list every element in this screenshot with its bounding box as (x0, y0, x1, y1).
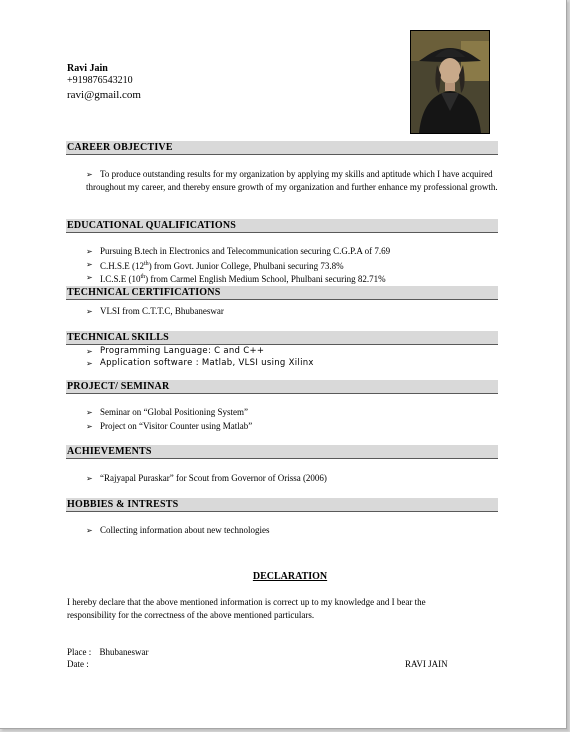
section-certifications: TECHNICAL CERTIFICATIONS (66, 286, 498, 300)
arrow-bullet-icon: ➢ (86, 170, 93, 179)
place-line (67, 647, 149, 657)
section-career-objective: CAREER OBJECTIVE (66, 141, 498, 155)
career-objective-item (86, 168, 498, 194)
profile-photo (410, 30, 490, 134)
place-label: Place : (67, 647, 92, 657)
arrow-bullet-icon: ➢ (86, 260, 93, 269)
arrow-bullet-icon: ➢ (86, 273, 93, 282)
candidate-name: Ravi Jain (67, 63, 108, 74)
declaration-title: DECLARATION (252, 571, 328, 582)
project-text: Seminar on “Global Positioning System” (100, 407, 248, 417)
education-text: C.H.S.E (12th) from Govt. Junior College, Phulbani securing 73.8% (100, 261, 344, 271)
skill-text: Application software : Matlab, VLSI using Xilinx (100, 358, 314, 368)
hobby-text: Collecting information about new technologies (100, 525, 270, 535)
skill-text: Programming Language: C and C++ (100, 346, 265, 356)
section-skills: TECHNICAL SKILLS (66, 331, 498, 345)
certification-item (86, 305, 498, 318)
project-text: Project on “Visitor Counter using Matlab” (100, 421, 253, 431)
date-label: Date : (67, 659, 89, 669)
section-project: PROJECT/ SEMINAR (66, 380, 498, 394)
arrow-bullet-icon: ➢ (86, 347, 93, 356)
education-item (86, 245, 498, 258)
signature-name: RAVI JAIN (405, 659, 448, 669)
section-education: EDUCATIONAL QUALIFICATIONS (66, 219, 498, 233)
hobby-item (86, 524, 498, 537)
candidate-email: ravi@gmail.com (67, 89, 141, 101)
arrow-bullet-icon: ➢ (86, 247, 93, 256)
place-value: Bhubaneswar (99, 647, 149, 657)
section-hobbies: HOBBIES & INTRESTS (66, 498, 498, 512)
arrow-bullet-icon: ➢ (86, 474, 93, 483)
project-item (86, 406, 498, 419)
profile-photo-graphic (411, 31, 489, 133)
arrow-bullet-icon: ➢ (86, 526, 93, 535)
education-item (86, 271, 498, 286)
skill-item (86, 357, 498, 370)
arrow-bullet-icon: ➢ (86, 422, 93, 431)
achievement-item (86, 472, 498, 485)
arrow-bullet-icon: ➢ (86, 408, 93, 417)
arrow-bullet-icon: ➢ (86, 359, 93, 368)
education-text: I.C.S.E (10th) from Carmel English Medium School, Phulbani securing 82.71% (100, 274, 386, 284)
declaration-text: I hereby declare that the above mentioned information is correct up to my knowledge and I bear the responsibility for the correctness of the above mentioned particulars. (67, 597, 426, 620)
education-text: Pursuing B.tech in Electronics and Telecommunication securing C.G.P.A of 7.69 (100, 246, 391, 256)
candidate-phone: +919876543210 (67, 75, 133, 86)
arrow-bullet-icon: ➢ (86, 307, 93, 316)
achievement-text: “Rajyapal Puraskar” for Scout from Governor of Orissa (2006) (100, 473, 327, 483)
section-achievements: ACHIEVEMENTS (66, 445, 498, 459)
certification-text: VLSI from C.T.T.C, Bhubaneswar (100, 306, 224, 316)
career-objective-text: To produce outstanding results for my organization by applying my skills and aptitude which I have acquired throughout my career, and thereby ensure growth of my organization and further enhance my professional growth. (86, 169, 498, 192)
project-item (86, 420, 498, 433)
